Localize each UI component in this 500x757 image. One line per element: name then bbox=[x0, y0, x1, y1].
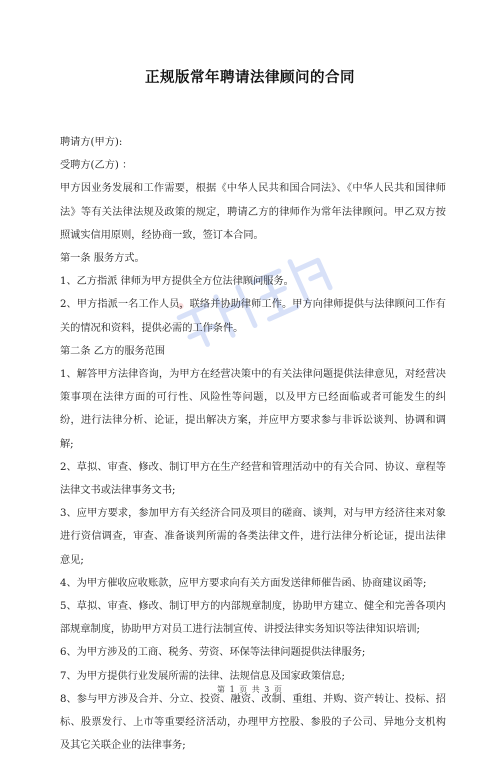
article-1-item-2: 2、甲方指派一名工作人员，联络并协助律师工作。甲方向律师提供与法律顾问工作有关的情况和资料，提供必需的工作条件。 bbox=[60, 299, 446, 334]
article-2-item-7: 7、为甲方提供行业发展所需的法律、法规信息及国家政策信息; bbox=[60, 670, 345, 682]
party-b-line: 受聘方(乙方) ： bbox=[60, 160, 133, 172]
article-2-item-3: 3、应甲方要求，参加甲方有关经济合同及项目的磋商、谈判，对与甲方经济往来对象进行资信调查，审查、准备谈判所需的各类法律文件，进行法律分析论证，提出法律意见; bbox=[60, 508, 446, 566]
article-2-item-6: 6、为甲方涉及的工商、税务、劳资、环保等法律问题提供法律服务; bbox=[60, 647, 366, 659]
article-2-item-8: 8、参与甲方涉及合并、分立、投资、融资、改制、重组、并购、资产转让、投标、招标、股票发行、上市等重要经济活动，办理甲方控股、参股的子公司、异地分支机构及其它关联企业的法律事务; bbox=[60, 693, 446, 752]
page-number-footer: 第 1 页 共 3 页 bbox=[217, 685, 283, 694]
article-1-item-1: 1、乙方指派 律师为甲方提供全方位法律顾问服务。 bbox=[60, 276, 294, 288]
article-2-heading: 第二条 乙方的服务范围 bbox=[60, 345, 166, 357]
article-2-item-4: 4、为甲方催收应收账款，应甲方要求向有关方面发送律师催告函、协商建议函等; bbox=[60, 577, 427, 589]
article-2-item-1: 1、解答甲方法律咨询，为甲方在经营决策中的有关法律问题提供法律意见，对经营决策事项在法律方面的可行性、风险性等问题，以及甲方已经面临或者可能发生的纠纷，进行法律分析、论证，提出解决方案，并应甲方要求参与非诉讼谈判、协调和调解; bbox=[60, 369, 446, 450]
document-body bbox=[60, 131, 446, 757]
preamble-paragraph: 甲方因业务发展和工作需要，根据《中华人民共和国合同法》、《中华人民共和国律师法》等有关法律法规及政策的规定，聘请乙方的律师作为常年法律顾问。甲乙双方按照诚实信用原则，经协商一致，签订本合同。 bbox=[60, 183, 446, 241]
party-a-line: 聘请方(甲方): bbox=[60, 137, 123, 148]
article-2-item-5: 5、草拟、审查、修改、制订甲方的内部规章制度，协助甲方建立、健全和完善各项内部规章制度，协助甲方对员工进行法制宣传、讲授法律实务知识等法律知识培训; bbox=[60, 601, 446, 636]
article-2-item-2: 2、草拟、审查、修改、制订甲方在生产经营和管理活动中的有关合同、协议、章程等法律文书或法律事务文书; bbox=[60, 461, 446, 497]
document-title: 正规版常年聘请法律顾问的合同 bbox=[145, 70, 355, 86]
article-1-heading: 第一条 服务方式。 bbox=[60, 253, 145, 265]
